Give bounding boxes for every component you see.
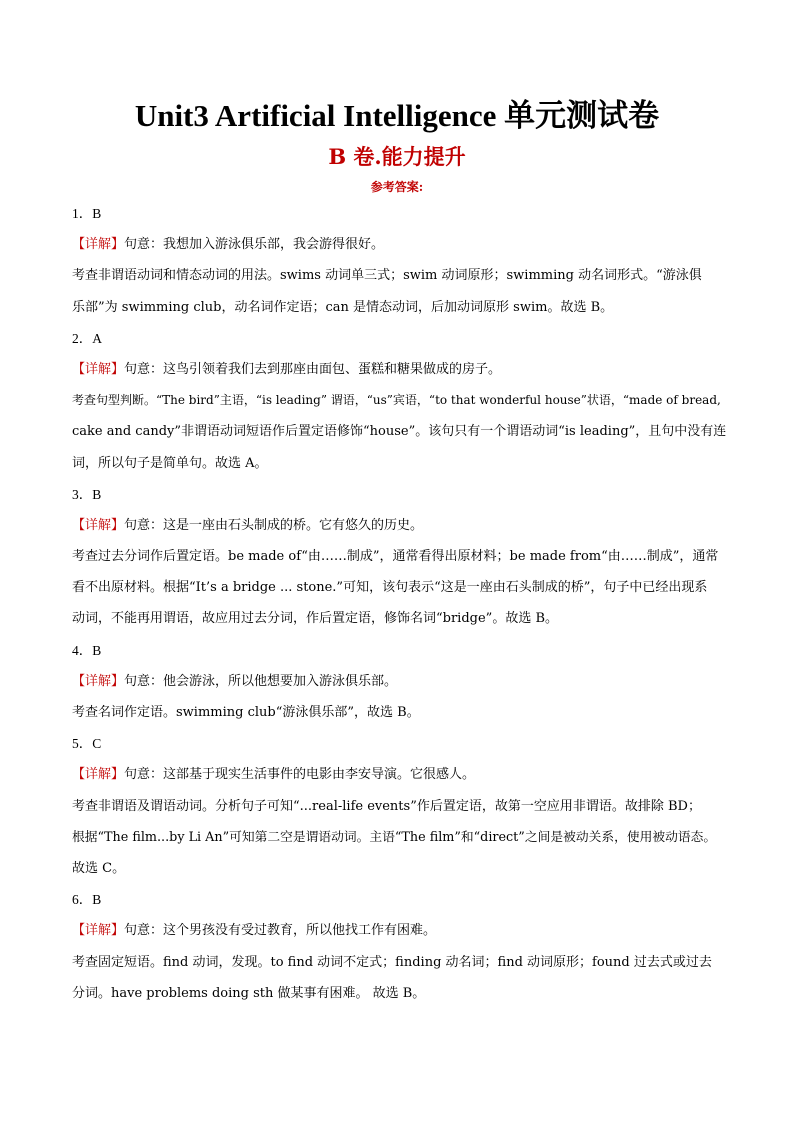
- translation-text: 句意：这个男孩没有受过教育，所以他找工作有困难。: [124, 923, 437, 939]
- answer-item: [72, 884, 728, 1009]
- detail-tag: 【详解】: [72, 673, 125, 689]
- translation-text: 句意：这部基于现实生活事件的电影由李安导演。它很感人。: [124, 767, 476, 783]
- answer-translation: [72, 915, 728, 946]
- explanation-line: 考查非谓语及谓语动词。分析句子可知“...real-life events”作后置定语，故第一空应用非谓语。故排除 BD；: [72, 798, 701, 814]
- explanation-line: 考查过去分词作后置定语。be made of“由……制成”，通常看得出原材料；be made from“由……制成”，通常: [72, 549, 719, 565]
- detail-tag: 【详解】: [72, 517, 125, 533]
- explanation-line: 分词。have problems doing sth 做某事有困难。 故选 B。: [72, 985, 426, 1001]
- answer-number: 6．B: [72, 892, 102, 908]
- explanation-line: 故选 C。: [72, 860, 126, 876]
- explanation-line: 根据“The film...by Li An”可知第二空是谓语动词。主语“The film”和“direct”之间是被动关系，使用被动语态。: [72, 829, 717, 845]
- answer-translation: [72, 759, 728, 790]
- detail-tag: 【详解】: [72, 361, 125, 377]
- answer-item: [72, 323, 728, 479]
- explanation-line: 考查句型判断。“The bird”主语，“is leading” 谓语，“us”宾语，“to that wonderful house”状语，“made of bread,: [72, 393, 721, 408]
- page-title: Unit3 Artificial Intelligence 单元测试卷: [134, 98, 660, 133]
- translation-text: 句意：这鸟引领着我们去到那座由面包、蛋糕和糖果做成的房子。: [124, 361, 502, 377]
- translation-text: 句意：这是一座由石头制成的桥。它有悠久的历史。: [124, 517, 424, 533]
- answer-number: 5．C: [72, 736, 102, 752]
- translation-text: 句意：他会游泳，所以他想要加入游泳俱乐部。: [124, 673, 398, 689]
- answer-number: 3．B: [72, 486, 102, 502]
- translation-text: 句意：我想加入游泳俱乐部，我会游得很好。: [124, 237, 385, 253]
- answer-translation: [72, 666, 728, 697]
- answer-item: [72, 198, 728, 323]
- detail-tag: 【详解】: [72, 767, 125, 783]
- explanation-line: cake and candy”非谓语动词短语作后置定语修饰“house”。该句只有一个谓语动词“is leading”，且句中没有连: [72, 424, 727, 440]
- answer-translation: [72, 510, 728, 541]
- page-subtitle: B 卷.能力提升: [328, 144, 466, 169]
- answer-item: [72, 728, 728, 884]
- explanation-line: 词，所以句子是简单句。故选 A。: [72, 455, 268, 471]
- detail-tag: 【详解】: [72, 237, 125, 253]
- answer-list: [72, 198, 728, 1009]
- answer-number: 2．A: [72, 330, 102, 346]
- answer-item: [72, 479, 728, 635]
- explanation-line: 动词，不能再用谓语，故应用过去分词，作后置定语，修饰名词“bridge”。故选 B。: [72, 611, 559, 627]
- answer-number: 1．B: [72, 206, 102, 221]
- answer-item: [72, 635, 728, 729]
- explanation-line: 乐部”为 swimming club，动名词作定语；can 是情态动词，后加动词原形 swim。故选 B。: [72, 299, 614, 315]
- answer-number: 4．B: [72, 642, 102, 658]
- detail-tag: 【详解】: [72, 923, 125, 939]
- explanation-line: 考查非谓语动词和情态动词的用法。swims 动词单三式；swim 动词原形；swimming 动名词形式。“游泳俱: [72, 268, 702, 284]
- explanation-line: 看不出原材料。根据“It’s a bridge ... stone.”可知，该句表示“这是一座由石头制成的桥”，句子中已经出现系: [72, 580, 708, 596]
- explanation-line: 考查固定短语。find 动词，发现。to find 动词不定式；finding 动名词；find 动词原形；found 过去式或过去: [72, 954, 712, 970]
- answer-translation: [72, 229, 728, 260]
- answer-heading: 参考答案:: [370, 180, 424, 194]
- answer-translation: [72, 354, 728, 385]
- explanation-line: 考查名词作定语。swimming club“游泳俱乐部”，故选 B。: [72, 705, 420, 720]
